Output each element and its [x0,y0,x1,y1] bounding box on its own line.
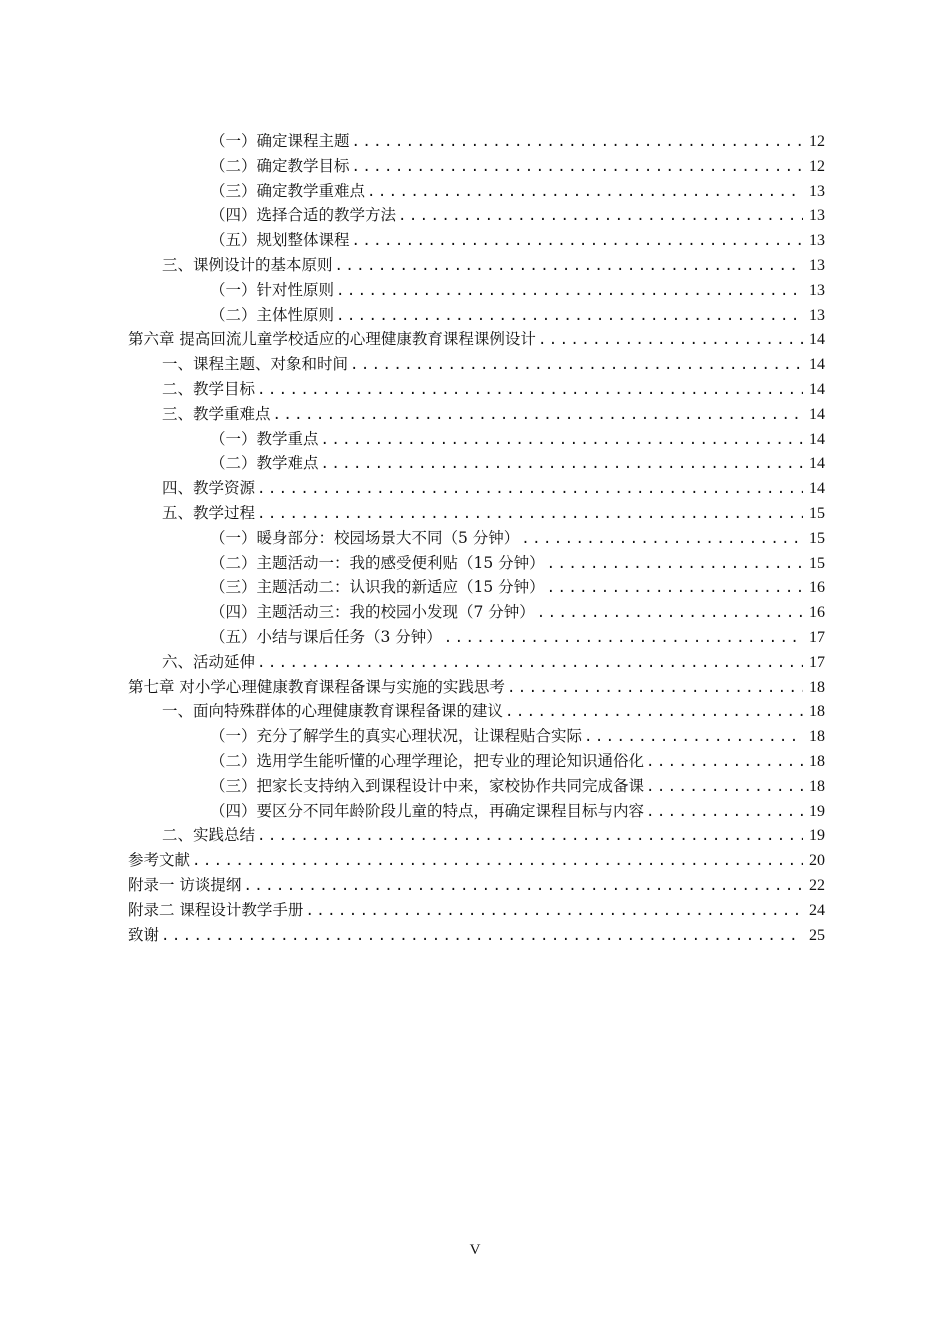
toc-entry-page: 15 [809,529,825,547]
toc-entry-page: 17 [809,653,825,671]
toc-entry-page: 18 [809,678,825,696]
toc-entry-title: 第六章 提高回流儿童学校适应的心理健康教育课程课例设计 [128,330,536,349]
toc-entry[interactable] [128,451,825,476]
toc-dot-leader [521,527,803,552]
toc-entry[interactable] [128,724,825,749]
toc-entry-page: 15 [809,504,825,522]
toc-dot-leader [444,626,803,651]
toc-dot-leader [192,849,803,874]
toc-dot-leader [350,353,803,378]
toc-entry-title: 致谢 [128,925,160,944]
toc-entry[interactable] [128,848,825,873]
toc-entry-title: （一）暖身部分：校园场景大不同（5 分钟） [210,528,520,547]
toc-entry-title: （二）选用学生能听懂的心理学理论，把专业的理论知识通俗化 [210,751,645,770]
toc-entry[interactable] [128,501,825,526]
toc-dot-leader [336,304,803,329]
toc-dot-leader [257,502,803,527]
toc-dot-leader [507,676,803,701]
toc-entry-page: 16 [809,579,825,597]
toc-dot-leader [367,180,803,205]
toc-entry-title: （二）确定教学目标 [210,156,350,175]
toc-dot-leader [547,576,803,601]
toc-entry-title: 第七章 对小学心理健康教育课程备课与实施的实践思考 [128,677,505,696]
toc-entry-title: （三）把家长支持纳入到课程设计中来，家校协作共同完成备课 [210,776,645,795]
toc-entry-page: 13 [809,182,825,200]
toc-entry[interactable] [128,823,825,848]
toc-entry-page: 25 [809,926,825,944]
toc-dot-leader [257,378,803,403]
toc-entry[interactable] [128,253,825,278]
toc-entry[interactable] [128,675,825,700]
toc-entry[interactable] [128,154,825,179]
toc-entry[interactable] [128,402,825,427]
toc-entry-title: （四）主题活动三：我的校园小发现（7 分钟） [210,603,535,622]
toc-dot-leader [243,874,803,899]
toc-entry-page: 22 [809,876,825,894]
toc-entry-title: 附录一 访谈提纲 [128,875,242,894]
toc-entry-page: 16 [809,604,825,622]
toc-dot-leader [352,155,803,180]
toc-entry-title: （二）主体性原则 [210,305,335,324]
toc-entry-title: （一）教学重点 [210,429,319,448]
toc-entry-page: 18 [809,777,825,795]
toc-entry[interactable] [128,327,825,352]
toc-entry-title: （四）选择合适的教学方法 [210,206,397,225]
toc-entry-page: 15 [809,554,825,572]
toc-entry-title: 一、课程主题、对象和时间 [162,355,349,374]
toc-entry[interactable] [128,278,825,303]
toc-dot-leader [305,899,803,924]
toc-entry-title: 二、实践总结 [162,826,256,845]
toc-dot-leader [646,800,803,825]
toc-dot-leader [584,725,803,750]
toc-entry-page: 12 [809,157,825,175]
toc-entry[interactable] [128,898,825,923]
toc-entry-title: （三）主题活动二：认识我的新适应（15 分钟） [210,578,545,597]
toc-dot-leader [257,477,803,502]
toc-entry-title: （三）确定教学重难点 [210,181,366,200]
toc-entry[interactable] [128,179,825,204]
toc-entry-title: （五）小结与课后任务（3 分钟） [210,627,442,646]
toc-dot-leader [321,452,803,477]
toc-dot-leader [321,428,803,453]
toc-dot-leader [505,700,803,725]
toc-entry-page: 13 [809,232,825,250]
table-of-contents [128,129,825,947]
toc-entry-page: 14 [809,405,825,423]
toc-entry-page: 14 [809,480,825,498]
toc-dot-leader [398,204,803,229]
toc-dot-leader [352,229,803,254]
toc-entry-page: 18 [809,728,825,746]
toc-entry[interactable] [128,774,825,799]
toc-entry-page: 20 [809,852,825,870]
toc-entry-page: 14 [809,380,825,398]
toc-dot-leader [646,775,803,800]
toc-entry-page: 14 [809,331,825,349]
toc-entry-page: 19 [809,802,825,820]
toc-entry[interactable] [128,129,825,154]
toc-entry-page: 17 [809,628,825,646]
toc-entry-title: （四）要区分不同年龄阶段儿童的特点，再确定课程目标与内容 [210,801,645,820]
toc-entry-page: 24 [809,901,825,919]
toc-entry-page: 14 [809,356,825,374]
toc-entry-title: 三、课例设计的基本原则 [162,255,333,274]
toc-entry-title: 一、面向特殊群体的心理健康教育课程备课的建议 [162,702,504,721]
toc-entry-title: 五、教学过程 [162,503,256,522]
toc-entry-title: （二）教学难点 [210,454,319,473]
toc-dot-leader [538,328,803,353]
toc-entry[interactable] [128,749,825,774]
toc-entry-title: 四、教学资源 [162,479,256,498]
toc-entry[interactable] [128,352,825,377]
toc-entry-title: 附录二 课程设计教学手册 [128,900,304,919]
toc-entry-title: （五）规划整体课程 [210,231,350,250]
toc-entry-page: 18 [809,752,825,770]
toc-entry-page: 14 [809,430,825,448]
toc-entry-title: 二、教学目标 [162,379,256,398]
toc-entry[interactable] [128,600,825,625]
toc-entry[interactable] [128,377,825,402]
toc-dot-leader [646,750,803,775]
toc-entry-title: 六、活动延伸 [162,652,256,671]
toc-entry[interactable] [128,650,825,675]
toc-dot-leader [257,824,803,849]
toc-entry[interactable] [128,551,825,576]
toc-dot-leader [352,130,803,155]
toc-dot-leader [335,254,803,279]
toc-entry[interactable] [128,575,825,600]
toc-entry-title: （一）充分了解学生的真实心理状况，让课程贴合实际 [210,727,583,746]
toc-entry-page: 18 [809,703,825,721]
toc-entry[interactable] [128,799,825,824]
toc-entry[interactable] [128,699,825,724]
toc-dot-leader [273,403,803,428]
toc-dot-leader [547,552,803,577]
toc-entry-title: 参考文献 [128,851,191,870]
toc-entry-page: 14 [809,455,825,473]
toc-dot-leader [161,924,803,949]
toc-entry-page: 13 [809,256,825,274]
toc-entry-title: （二）主题活动一：我的感受便利贴（15 分钟） [210,553,545,572]
page-number: V [469,1242,481,1258]
toc-entry[interactable] [128,923,825,948]
toc-entry-title: （一）确定课程主题 [210,132,350,150]
toc-entry-page: 19 [809,827,825,845]
toc-entry-page: 13 [809,306,825,324]
toc-dot-leader [257,651,803,676]
toc-entry[interactable] [128,526,825,551]
toc-entry-title: （一）针对性原则 [210,280,335,299]
toc-entry[interactable] [128,873,825,898]
toc-entry-page: 13 [809,207,825,225]
toc-entry-page: 12 [809,133,825,150]
toc-entry[interactable] [128,625,825,650]
toc-entry[interactable] [128,203,825,228]
toc-entry[interactable] [128,476,825,501]
toc-entry-title: 三、教学重难点 [162,404,271,423]
toc-entry[interactable] [128,228,825,253]
toc-entry[interactable] [128,303,825,328]
toc-dot-leader [537,601,803,626]
toc-entry-page: 13 [809,281,825,299]
toc-entry[interactable] [128,427,825,452]
toc-dot-leader [336,279,803,304]
